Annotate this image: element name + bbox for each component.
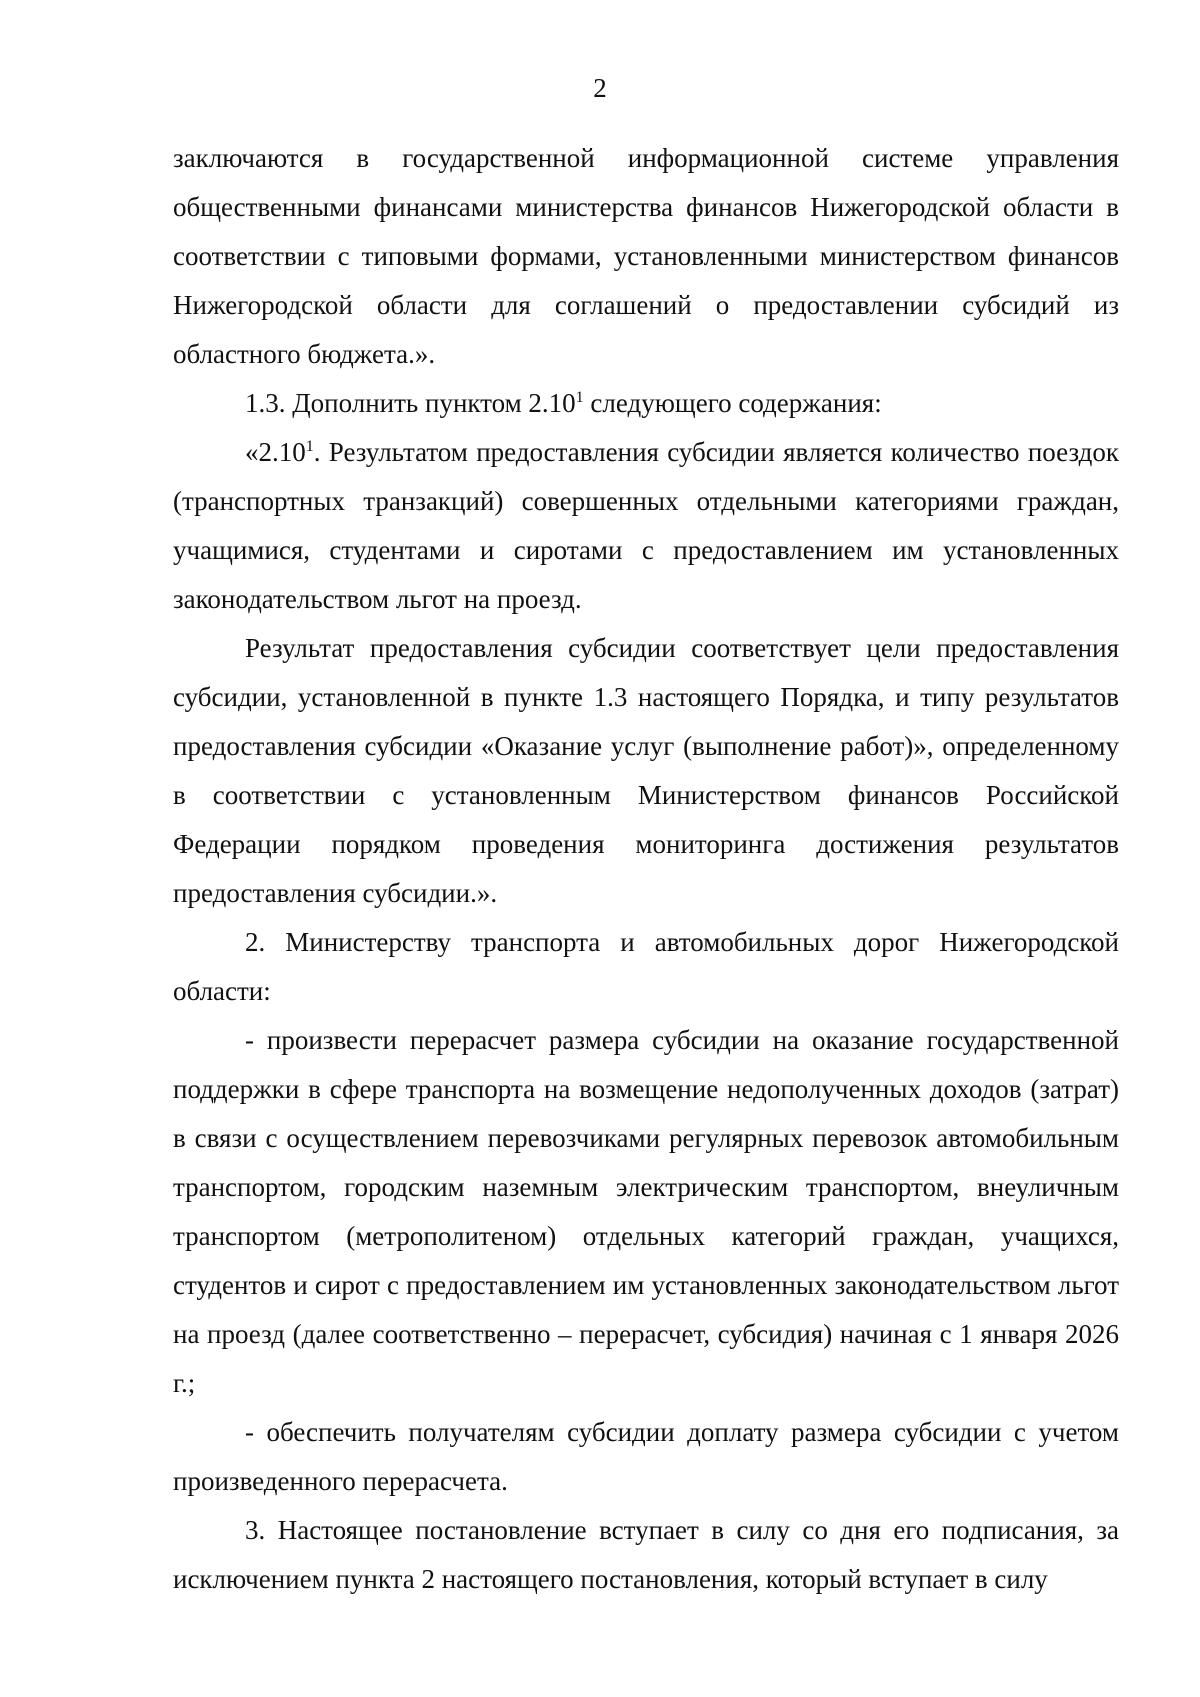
- paragraph-result: Результат предоставления субсидии соответствует цели предоставления субсидии, установленной в пункте 1.3 настоящего Порядка, и типу результатов предоставления субсидии «Оказание услуг (выполнение работ)», определенному в соответствии с установленным Министерством финансов Российской Федерации порядком проведения мониторинга достижения результатов предоставления субсидии.».: [173, 633, 1119, 908]
- paragraph-item-3: 3. Настоящее постановление вступает в силу со дня его подписания, за исключением пункта 2 настоящего постановления, который вступает в силу: [173, 1515, 1119, 1594]
- paragraph-continuation: заключаются в государственной информационной системе управления общественными финансами министерства финансов Нижегородской области в соответствии с типовыми формами, установленными министерством финансов Нижегородской области для соглашений о предоставлении субсидий из областного бюджета.».: [173, 143, 1119, 369]
- paragraph-recalculation: - произвести перерасчет размера субсидии на оказание государственной поддержки в сфере транспорта на возмещение недополученных доходов (затрат) в связи с осуществлением перевозчиками регулярных перевозок автомобильным транспортом, городским наземным электрическим транспортом, внеуличным транспортом (метрополитеном) отдельных категорий граждан, учащихся, студентов и сирот с предоставлением им установленных законодательством льгот на проезд (далее соответственно – перерасчет, субсидия) начиная с 1 января 2026 г.;: [173, 1025, 1119, 1398]
- superscript: 1: [575, 389, 584, 406]
- paragraph-item-2-10-1: [173, 428, 1119, 624]
- paragraph-text: . Результатом предоставления субсидии является количество поездок (транспортных транзакций) совершенных отдельными категориями граждан, учащимися, студентами и сиротами с предоставлением им установленных законодательством льгот на проезд.: [173, 437, 1119, 614]
- paragraph-payment: - обеспечить получателям субсидии доплату размера субсидии с учетом произведенного перерасчета.: [173, 1417, 1119, 1496]
- superscript: 1: [305, 438, 314, 455]
- page-number: 2: [593, 73, 607, 103]
- paragraph-item-1-3: [173, 379, 1119, 428]
- paragraph-text: «2.10: [245, 437, 306, 467]
- paragraph-text: 1.3. Дополнить пунктом 2.10: [245, 388, 576, 418]
- document-body: [173, 134, 1119, 1604]
- paragraph-item-2: 2. Министерству транспорта и автомобильных дорог Нижегородской области:: [173, 927, 1119, 1006]
- paragraph-text: следующего содержания:: [583, 388, 882, 418]
